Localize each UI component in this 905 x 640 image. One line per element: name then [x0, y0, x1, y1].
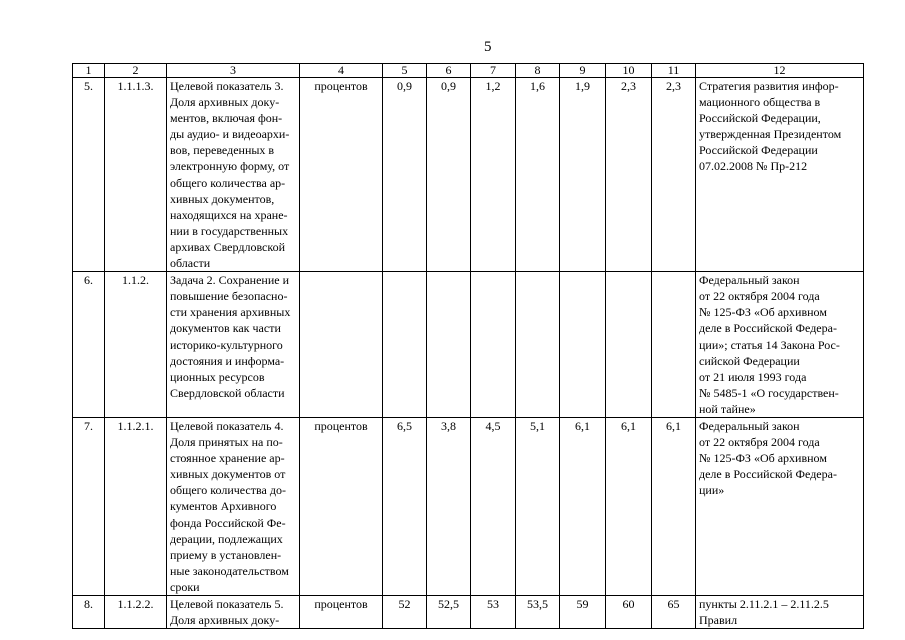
indicator-title-line: ные законодательством [170, 563, 289, 578]
value-cell: 6,5 [383, 417, 427, 595]
indicator-title-line: находящихся на хране- [170, 207, 288, 222]
source-line: Федеральный закон [699, 418, 800, 433]
indicator-title-line: ментов, включая фон- [170, 111, 283, 126]
value-cell: 52 [383, 596, 427, 629]
value-cell: 1,6 [516, 78, 560, 272]
value-cell: 6,1 [606, 417, 652, 595]
indicator-title-line: Целевой показатель 4. [170, 418, 284, 433]
indicator-title-line: Целевой показатель 5. [170, 597, 284, 611]
source-line: Российской Федерации [699, 143, 818, 158]
table-row [73, 272, 864, 418]
column-header: 12 [696, 64, 864, 78]
indicator-title-line: Доля архивных доку- [170, 95, 280, 110]
source-line: ции»; статья 14 Закона Рос- [699, 337, 840, 352]
source-line: Федеральный закон [699, 273, 800, 288]
page-number: 5 [484, 39, 492, 55]
indicator-title-cell [167, 78, 300, 272]
indicator-title-line: Свердловской области [170, 385, 285, 400]
indicator-title-line: фонда Российской Фе- [170, 515, 286, 530]
value-cell [652, 272, 696, 418]
value-cell: 2,3 [652, 78, 696, 272]
table-row [73, 417, 864, 595]
indicator-title-line: ционных ресурсов [170, 369, 265, 384]
source-line: мационного общества в [699, 95, 821, 110]
source-line: утвержденная Президентом [699, 127, 842, 142]
column-header: 11 [652, 64, 696, 78]
indicator-title-line: хивных документов от [170, 467, 286, 482]
source-line: сийской Федерации [699, 353, 800, 368]
indicator-title-line: хивных документов, [170, 191, 275, 206]
source-line: № 125-ФЗ «Об архивном [699, 305, 827, 320]
indicator-title-line: дерации, подлежащих [170, 531, 283, 546]
column-header: 2 [105, 64, 167, 78]
indicator-title-line: архивах Свердловской [170, 239, 286, 254]
indicator-title-line: области [170, 256, 211, 271]
source-line: от 22 октября 2004 года [699, 289, 820, 304]
value-cell: 5,1 [516, 417, 560, 595]
source-line: Российской Федерации, [699, 111, 821, 126]
row-number-cell: 7. [73, 417, 105, 595]
source-line: пункты 2.11.2.1 – 2.11.2.5 [699, 597, 829, 611]
column-header: 10 [606, 64, 652, 78]
column-header: 8 [516, 64, 560, 78]
value-cell: 4,5 [471, 417, 516, 595]
indicator-title-cell [167, 417, 300, 595]
indicator-title-line: Доля архивных доку- [170, 613, 280, 628]
value-cell: 6,1 [652, 417, 696, 595]
value-cell [471, 272, 516, 418]
unit-cell [300, 272, 383, 418]
row-number-cell: 8. [73, 596, 105, 629]
indicator-title-line: вов, переведенных в [170, 143, 275, 158]
table-row [73, 596, 864, 629]
row-number-cell: 6. [73, 272, 105, 418]
code-cell: 1.1.1.3. [105, 78, 167, 272]
value-cell: 2,3 [606, 78, 652, 272]
value-cell: 0,9 [427, 78, 471, 272]
source-line: деле в Российской Федера- [699, 467, 837, 482]
indicator-title-line: сроки [170, 579, 200, 594]
value-cell [383, 272, 427, 418]
value-cell: 65 [652, 596, 696, 629]
value-cell [560, 272, 606, 418]
column-header: 3 [167, 64, 300, 78]
source-cell [696, 417, 864, 595]
source-line: ции» [699, 483, 725, 498]
value-cell: 3,8 [427, 417, 471, 595]
column-header: 6 [427, 64, 471, 78]
indicator-title-line: общего количества до- [170, 483, 286, 498]
source-cell [696, 272, 864, 418]
unit-cell: процентов [300, 596, 383, 629]
indicator-title-line: стоянное хранение ар- [170, 451, 285, 466]
value-cell: 0,9 [383, 78, 427, 272]
header-row [73, 64, 864, 78]
indicator-title-line: Доля принятых на по- [170, 435, 283, 450]
indicator-title-line: сти хранения архивных [170, 305, 291, 320]
source-line: 07.02.2008 № Пр-212 [699, 159, 808, 174]
code-cell: 1.1.2.1. [105, 417, 167, 595]
value-cell: 60 [606, 596, 652, 629]
column-header: 9 [560, 64, 606, 78]
row-number-cell: 5. [73, 78, 105, 272]
indicator-title-line: кументов Архивного [170, 499, 277, 514]
column-header: 5 [383, 64, 427, 78]
indicator-title-line: повышение безопасно- [170, 289, 288, 304]
value-cell: 59 [560, 596, 606, 629]
unit-cell: процентов [300, 78, 383, 272]
value-cell: 53,5 [516, 596, 560, 629]
code-cell: 1.1.2.2. [105, 596, 167, 629]
indicator-title-line: Задача 2. Сохранение и [170, 273, 290, 288]
indicator-title-cell [167, 596, 300, 629]
source-cell [696, 78, 864, 272]
value-cell: 6,1 [560, 417, 606, 595]
indicator-title-line: приему в установлен- [170, 547, 282, 562]
value-cell: 53 [471, 596, 516, 629]
indicators-table [72, 63, 864, 629]
indicator-title-line: ды аудио- и видеоархи- [170, 127, 290, 142]
indicator-title-line: историко-культурного [170, 337, 283, 352]
source-line: деле в Российской Федера- [699, 321, 837, 336]
source-line: от 21 июля 1993 года [699, 369, 807, 384]
indicator-title-line: Целевой показатель 3. [170, 79, 284, 93]
source-cell [696, 596, 864, 629]
source-line: № 5485-1 «О государствен- [699, 385, 839, 400]
value-cell [427, 272, 471, 418]
unit-cell: процентов [300, 417, 383, 595]
value-cell: 52,5 [427, 596, 471, 629]
column-header: 4 [300, 64, 383, 78]
indicator-title-line: документов как части [170, 321, 281, 336]
indicator-title-line: нии в государственных [170, 223, 289, 238]
column-header: 1 [73, 64, 105, 78]
value-cell: 1,2 [471, 78, 516, 272]
source-line: № 125-ФЗ «Об архивном [699, 451, 827, 466]
indicator-title-line: электронную форму, от [170, 159, 290, 174]
indicator-title-line: достояния и информа- [170, 353, 285, 368]
source-line: Стратегия развития инфор- [699, 79, 839, 93]
value-cell [606, 272, 652, 418]
source-line: Правил [699, 613, 738, 628]
table-row [73, 78, 864, 272]
value-cell [516, 272, 560, 418]
indicator-title-cell [167, 272, 300, 418]
value-cell: 1,9 [560, 78, 606, 272]
indicator-title-line: общего количества ар- [170, 175, 286, 190]
code-cell: 1.1.2. [105, 272, 167, 418]
source-line: ной тайне» [699, 401, 756, 416]
source-line: от 22 октября 2004 года [699, 435, 820, 450]
column-header: 7 [471, 64, 516, 78]
